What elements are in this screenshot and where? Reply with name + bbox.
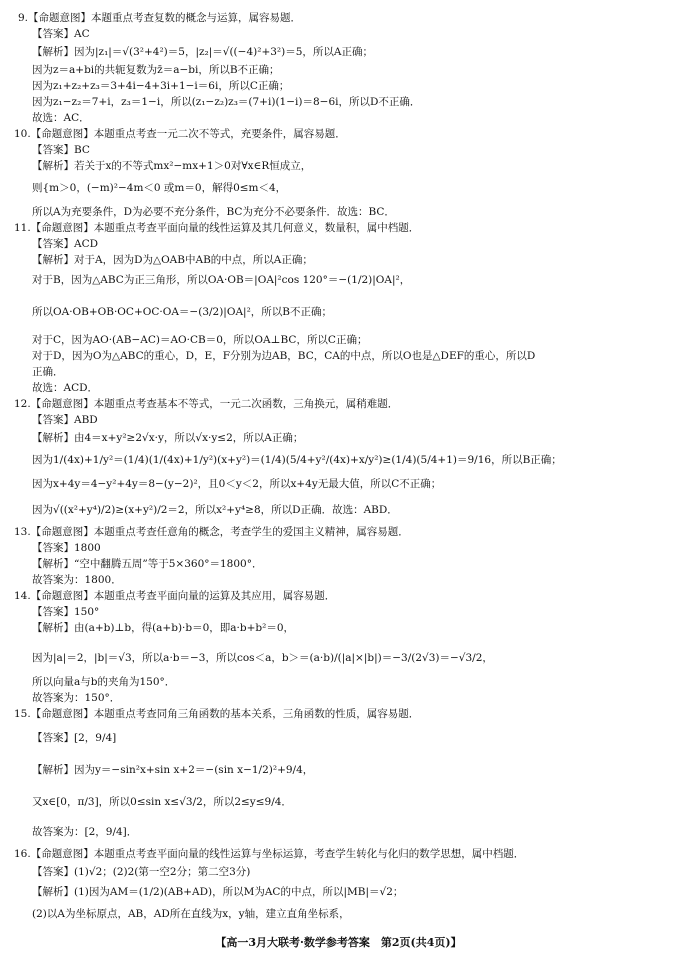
answer-line: 【解析】因为y＝−sin²x+sin x+2＝−(sin x−1/2)²+9/4， (32, 764, 314, 776)
answer-line: 【答案】(1)√2；(2)2(第一空2分；第二空3分) (32, 866, 251, 878)
answer-line: 【解析】对于A，因为D为△OAB中AB的中点，所以A正确； (32, 254, 313, 266)
answer-line: 对于C，因为AO·(AB−AC)＝AO·CB＝0，所以OA⊥BC，所以C正确； (32, 334, 368, 346)
answer-line: 故选：AC． (32, 112, 90, 124)
answer-line: 14.【命题意图】本题重点考查平面向量的运算及其应用，属容易题． (14, 590, 336, 602)
answer-line: 因为|a|＝2，|b|＝√3，所以a·b＝−3，所以cos＜a，b＞＝(a·b)/(|a|×|b|)＝−3/(2√3)＝−√3/2， (32, 652, 493, 664)
answer-line: 【解析】(1)因为AM＝(1/2)(AB+AD)，所以M为AC的中点，所以|MB|＝√2； (32, 886, 404, 898)
answer-line: 【答案】BC (32, 144, 90, 156)
page-footer: 【高一3月大联考·数学参考答案 第2页(共4页)】 (215, 936, 462, 949)
answer-line: 9.【命题意图】本题重点考查复数的概念与运算，属容易题． (18, 12, 302, 24)
answer-line: 正确． (32, 366, 64, 378)
answer-line: 所以A为充要条件，D为必要不充分条件，BC为充分不必要条件．故选：BC． (32, 206, 395, 218)
answer-line: 所以向量a与b的夹角为150°． (32, 676, 176, 688)
answer-line: 因为√((x²+y⁴)/2)≥(x+y²)/2＝2，所以x²+y⁴≥8，所以D正确．故选：ABD． (32, 504, 398, 516)
answer-line: 因为x+4y＝4−y²+4y＝8−(y−2)²，且0＜y＜2，所以x+4y无最大值，所以C不正确； (32, 478, 442, 490)
answer-line: 【解析】因为|z₁|＝√(3²+4²)＝5，|z₂|＝√((−4)²+3²)＝5，所以A正确； (32, 46, 373, 58)
answer-line: 【答案】ABD (32, 414, 98, 426)
answer-line: 因为z＝a+bi的共轭复数为z̄＝a−bi，所以B不正确； (32, 64, 280, 76)
answer-line: 【解析】若关于x的不等式mx²−mx+1＞0对∀x∈R恒成立， (32, 160, 312, 172)
answer-line: 对于B，因为△ABC为正三角形，所以OA·OB＝|OA|²cos 120°＝−(1/2)|OA|²， (32, 274, 411, 286)
answer-line: 12.【命题意图】本题重点考查基本不等式，一元二次函数，三角换元，属稍难题． (14, 398, 399, 410)
answer-line: 因为z₁−z₂＝7+i，z₃＝1−i，所以(z₁−z₂)z₃＝(7+i)(1−i)＝8−6i，所以D不正确． (32, 96, 421, 108)
answer-line: 10.【命题意图】本题重点考查一元二次不等式，充要条件，属容易题． (14, 128, 346, 140)
answer-line: 【解析】由(a+b)⊥b，得(a+b)·b＝0，即a·b+b²＝0， (32, 622, 295, 634)
answer-line: 【答案】ACD (32, 238, 99, 250)
answer-line: 13.【命题意图】本题重点考查任意角的概念，考查学生的爱国主义精神，属容易题． (14, 526, 409, 538)
answer-line: 对于D，因为O为△ABC的重心，D，E，F分别为边AB，BC，CA的中点，所以O也是△DEF的重心，所以D (32, 350, 536, 362)
answer-line: 因为z₁+z₂+z₃＝3+4i−4+3i+1−i＝6i，所以C正确； (32, 80, 290, 92)
answer-line: 11.【命题意图】本题重点考查平面向量的线性运算及其几何意义，数量积，属中档题． (14, 222, 420, 234)
answer-line: 【答案】150° (32, 606, 100, 618)
answer-line: 【解析】“空中翻腾五周”等于5×360°＝1800°． (32, 558, 263, 570)
answer-line: 【答案】AC (32, 28, 90, 40)
answer-line: 【解析】由4＝x+y²≥2√x·y，所以√x·y≤2，所以A正确； (32, 432, 304, 444)
answer-line: 15.【命题意图】本题重点考查同角三角函数的基本关系，三角函数的性质，属容易题． (14, 708, 420, 720)
answer-line: (2)以A为坐标原点，AB，AD所在直线为x，y轴，建立直角坐标系， (32, 908, 350, 920)
answer-line: 所以OA·OB+OB·OC+OC·OA＝−(3/2)|OA|²，所以B不正确； (32, 306, 333, 318)
answer-line: 又x∈[0，π/3]，所以0≤sin x≤√3/2，所以2≤y≤9/4． (32, 796, 292, 808)
answer-line: 故答案为：[2，9/4]． (32, 826, 138, 838)
answer-line: 故答案为：1800． (32, 574, 122, 586)
answer-line: 故答案为：150°． (32, 692, 121, 704)
answer-line: 因为1/(4x)+1/y²＝(1/4)(1/(4x)+1/y²)(x+y²)＝(1/4)(5/4+y²/(4x)+x/y²)≥(1/4)(5/4+1)＝9/16，所以B正确； (32, 454, 562, 466)
answer-line: 故选：ACD． (32, 382, 99, 394)
answer-line: 【答案】[2，9/4] (32, 732, 117, 744)
answer-line: 【答案】1800 (32, 542, 101, 554)
answer-line: 则{m＞0，(−m)²−4m＜0 或m＝0，解得0≤m＜4， (32, 182, 287, 194)
answer-line: 16.【命题意图】本题重点考查平面向量的线性运算与坐标运算，考查学生转化与化归的数学思想，属中档题． (14, 848, 525, 860)
